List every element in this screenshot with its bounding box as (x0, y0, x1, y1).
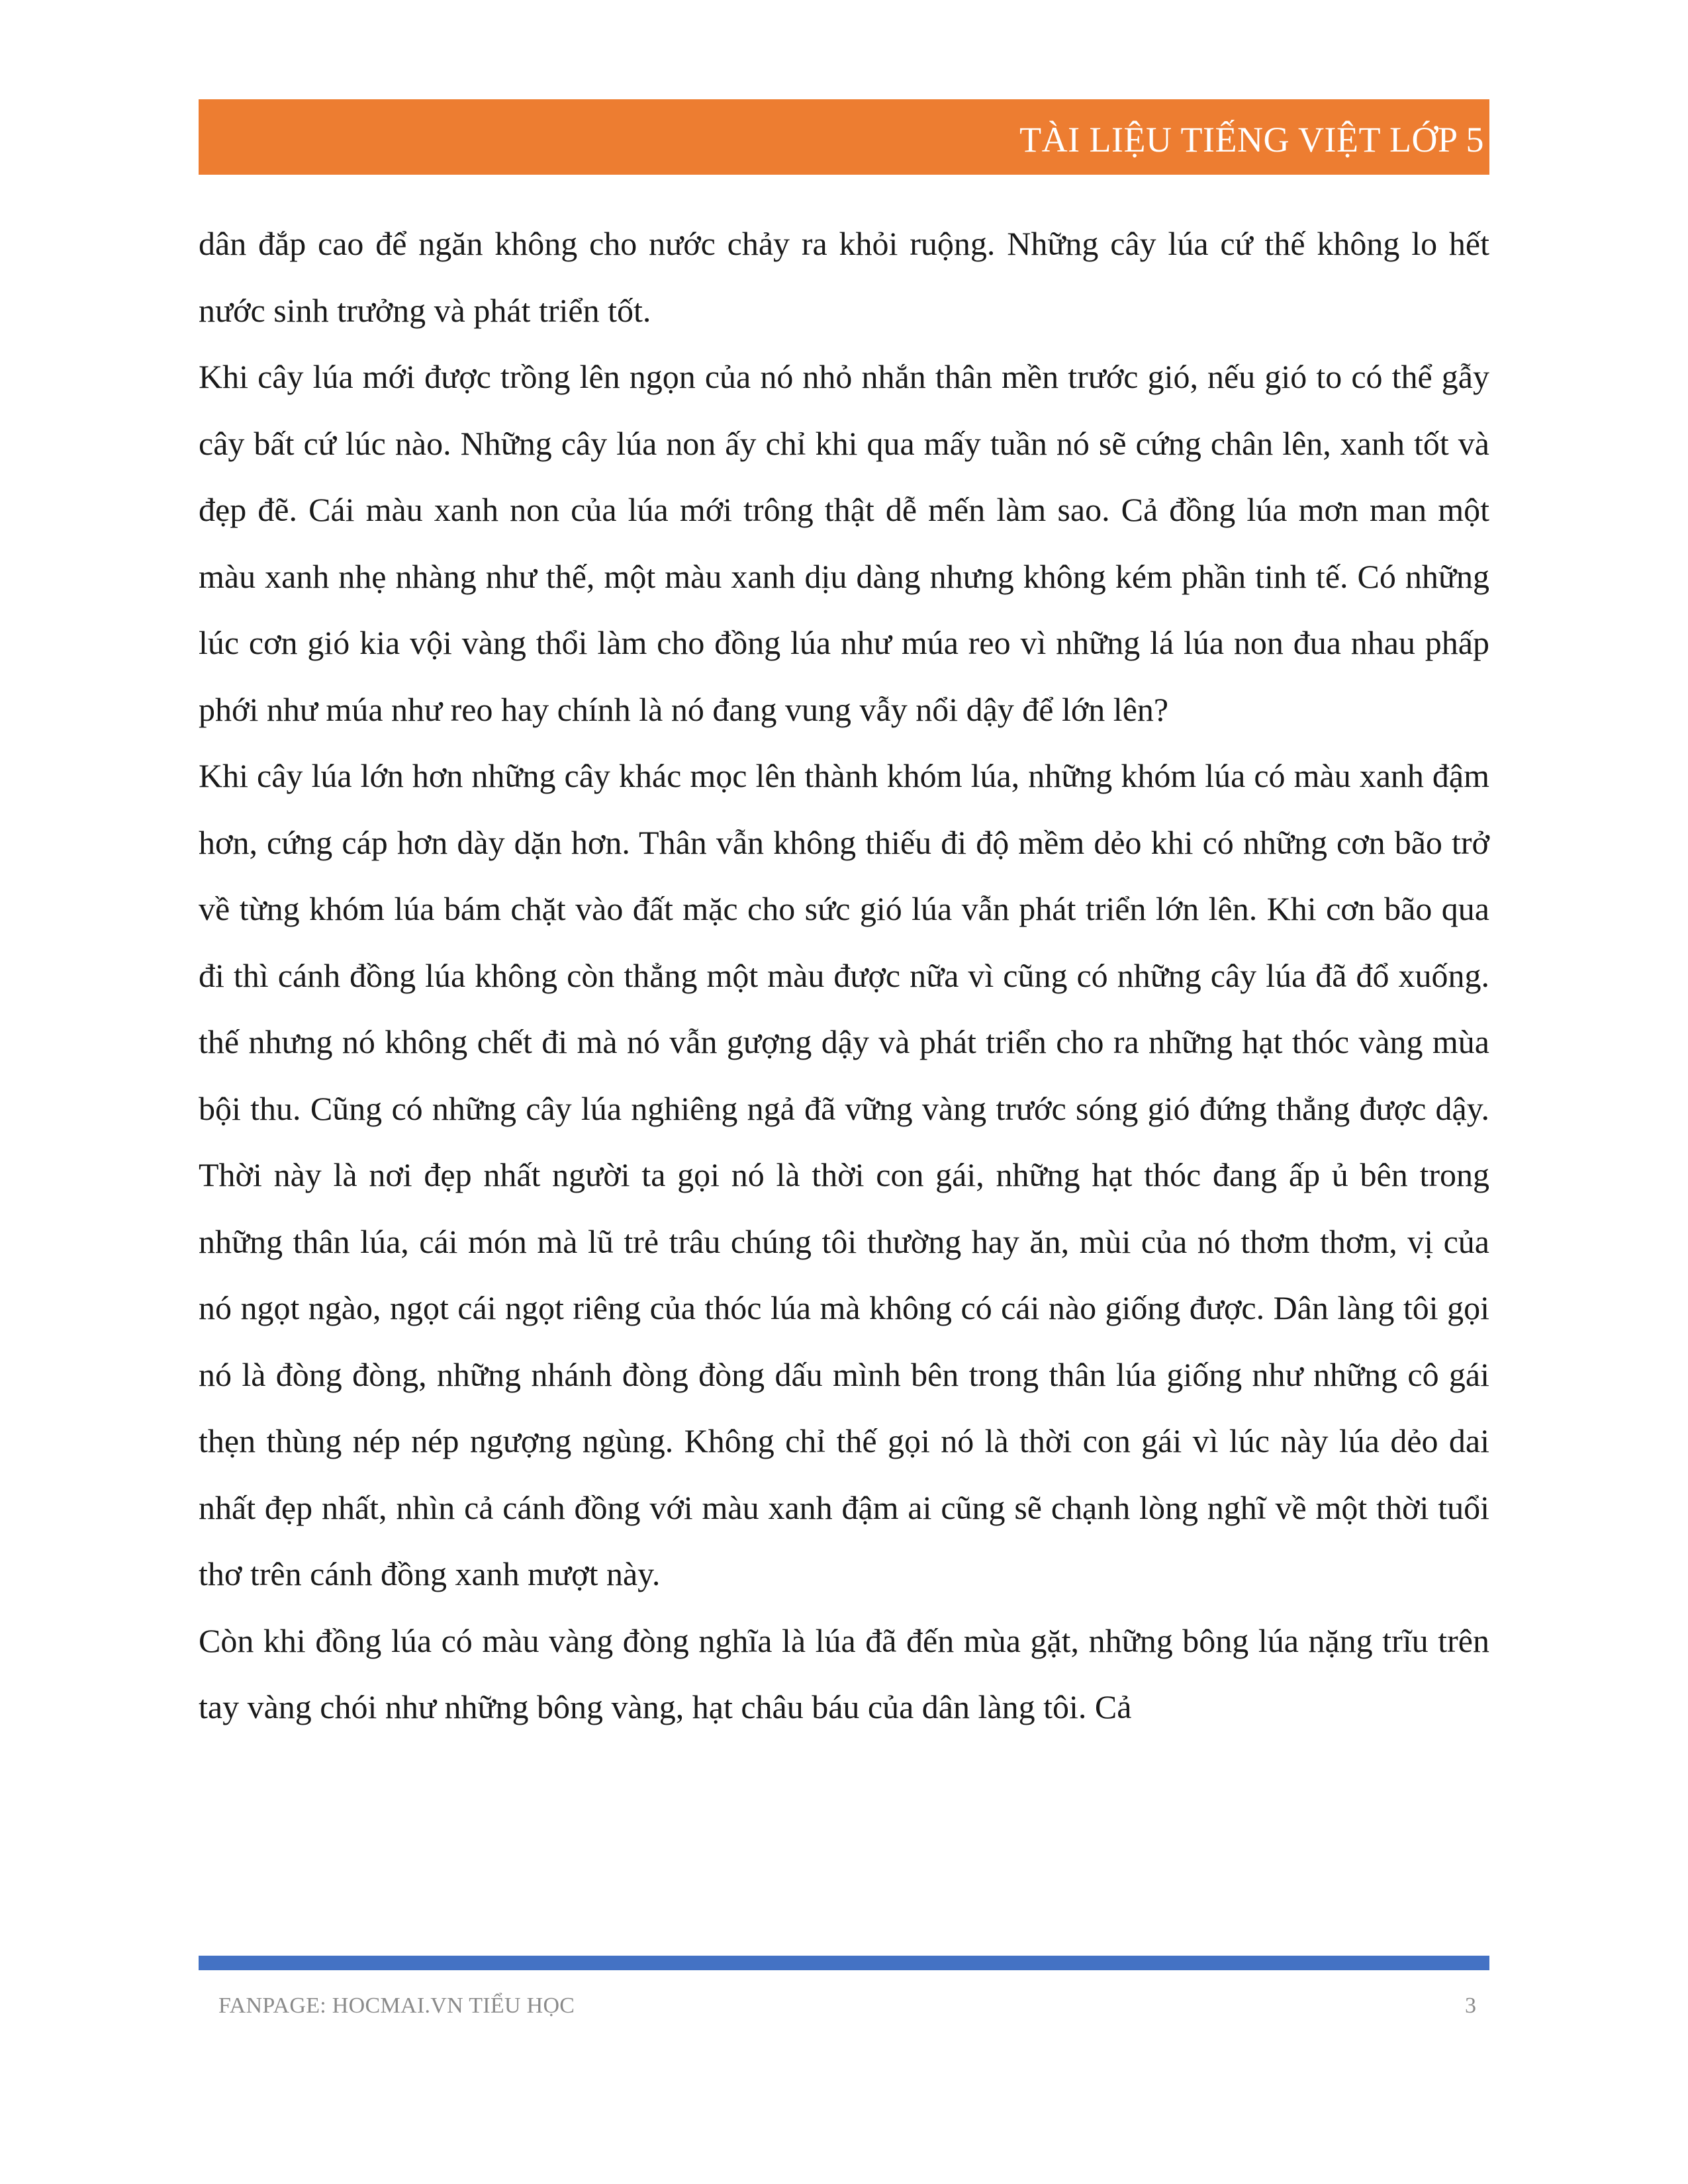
paragraph-2: Khi cây lúa mới được trồng lên ngọn của nó nhỏ nhắn thân mền trước gió, nếu gió to có thể gẫy cây bất cứ lúc nào. Những cây lúa non ấy chỉ khi qua mấy tuần nó sẽ cứng chân lên, xanh tốt và đẹp đẽ. Cái màu xanh non của lúa mới trông thật dễ mến làm sao. Cả đồng lúa mơn man một màu xanh nhẹ nhàng như thế, một màu xanh dịu dàng nhưng không kém phần tinh tế. Có những lúc cơn gió kia vội vàng thổi làm cho đồng lúa như múa reo vì những lá lúa non đua nhau phấp phới như múa như reo hay chính là nó đang vung vẫy nổi dậy để lớn lên? (199, 358, 1489, 728)
header-title: TÀI LIỆU TIẾNG VIỆT LỚP 5 (1019, 120, 1484, 159)
footer-divider (199, 1956, 1489, 1970)
page-number: 3 (1465, 1993, 1476, 2018)
document-body (199, 210, 1489, 1741)
paragraph-1: dân đắp cao để ngăn không cho nước chảy ra khỏi ruộng. Những cây lúa cứ thế không lo hết nước sinh trưởng và phát triển tốt. (199, 225, 1489, 329)
paragraph-4: Còn khi đồng lúa có màu vàng đòng nghĩa là lúa đã đến mùa gặt, những bông lúa nặng trĩu trên tay vàng chói như những bông vàng, hạt châu báu của dân làng tôi. Cả (199, 1621, 1489, 1725)
header-bar (199, 99, 1489, 175)
paragraph-3: Khi cây lúa lớn hơn những cây khác mọc lên thành khóm lúa, những khóm lúa có màu xanh đậm hơn, cứng cáp hơn dày dặn hơn. Thân vẫn không thiếu đi độ mềm dẻo khi có những cơn bão trở về từng khóm lúa bám chặt vào đất mặc cho sức gió lúa vẫn phát triển lớn lên. Khi cơn bão qua đi thì cánh đồng lúa không còn thẳng một màu được nữa vì cũng có những cây lúa đã đổ xuống. thế nhưng nó không chết đi mà nó vẫn gượng dậy và phát triển cho ra những hạt thóc vàng mùa bội thu. Cũng có những cây lúa nghiêng ngả đã vững vàng trước sóng gió đứng thẳng được dậy. Thời này là nơi đẹp nhất người ta gọi nó là thời con gái, những hạt thóc đang ấp ủ bên trong những thân lúa, cái món mà lũ trẻ trâu chúng tôi thường hay ăn, mùi của nó thơm thơm, vị của nó ngọt ngào, ngọt cái ngọt riêng của thóc lúa mà không có cái nào giống được. Dân làng tôi gọi nó là đòng đòng, những nhánh đòng đòng dấu mình bên trong thân lúa giống như những cô gái thẹn thùng nép nép ngượng ngùng. Không chỉ thế gọi nó là thời con gái vì lúc này lúa dẻo dai nhất đẹp nhất, nhìn cả cánh đồng với màu xanh đậm ai cũng sẽ chạnh lòng nghĩ về một thời tuổi thơ trên cánh đồng xanh mượt này. (199, 757, 1489, 1592)
footer-fanpage-text: FANPAGE: HOCMAI.VN TIỂU HỌC (218, 1993, 575, 2018)
